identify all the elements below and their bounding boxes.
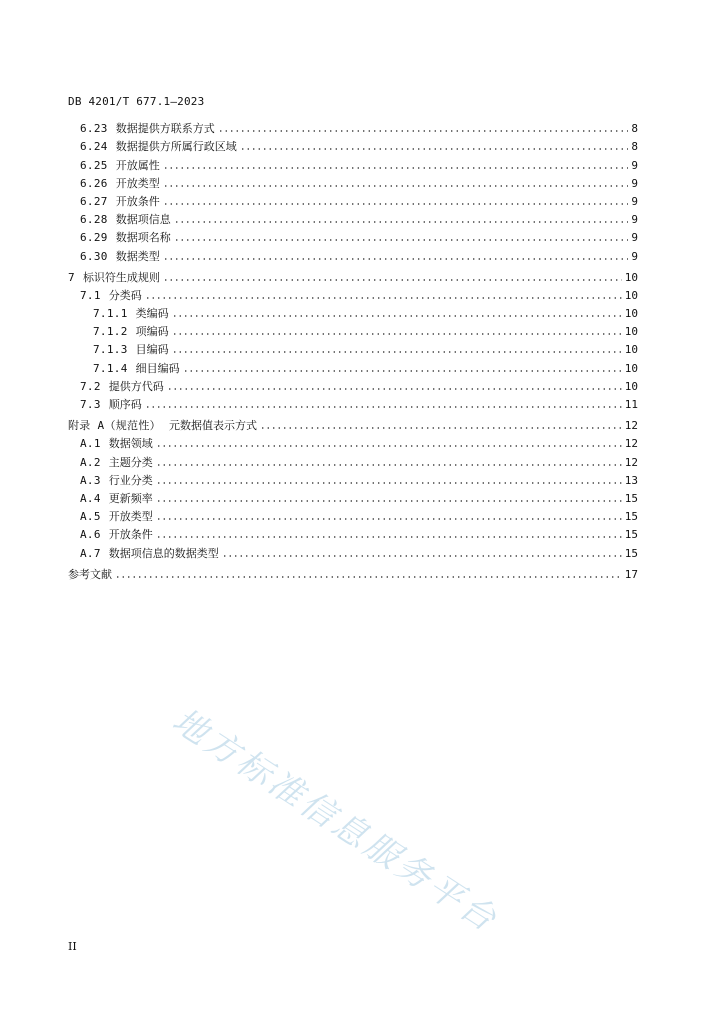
- toc-leader-dots: [222, 554, 622, 558]
- toc-entry[interactable]: [68, 433, 638, 451]
- toc-entry-title: 开放类型: [115, 176, 160, 190]
- toc-entry-page: 12: [624, 455, 638, 469]
- toc-entry-page: 9: [631, 194, 638, 208]
- toc-entry-title: 项编码: [135, 325, 169, 339]
- toc-entry-number: 7.1: [80, 288, 101, 302]
- table-of-contents: [68, 118, 638, 582]
- toc-leader-dots: [156, 463, 622, 467]
- toc-entry-page: 12: [624, 419, 638, 433]
- toc-leader-dots: [183, 369, 622, 373]
- toc-leader-dots: [163, 202, 629, 206]
- toc-entry-title: 数据项信息: [115, 213, 171, 227]
- toc-entry-number: A.3: [80, 473, 101, 487]
- toc-entry[interactable]: [68, 506, 638, 524]
- toc-entry-title: 细目编码: [135, 361, 180, 375]
- toc-entry-title: 顺序码: [108, 398, 142, 411]
- toc-entry-number: 6.29: [80, 231, 108, 245]
- toc-entry-number: 6.25: [80, 158, 108, 172]
- toc-entry[interactable]: [68, 227, 638, 245]
- toc-entry-number: A.4: [80, 491, 101, 505]
- toc-entry[interactable]: [68, 173, 638, 191]
- toc-entry[interactable]: [68, 488, 638, 506]
- toc-leader-dots: [260, 426, 622, 430]
- toc-leader-dots: [145, 296, 622, 300]
- toc-entry-page: 9: [631, 249, 638, 263]
- toc-entry-page: 10: [624, 288, 638, 302]
- toc-entry[interactable]: [68, 285, 638, 303]
- toc-entry-page: 10: [624, 343, 638, 357]
- toc-entry[interactable]: [68, 470, 638, 488]
- toc-entry-title: 数据类型: [115, 249, 160, 263]
- toc-entry-title: 数据提供方联系方式: [115, 122, 215, 136]
- toc-leader-dots: [174, 238, 629, 242]
- toc-entry[interactable]: [68, 267, 638, 285]
- toc-leader-dots: [174, 220, 629, 224]
- toc-entry[interactable]: [68, 303, 638, 321]
- document-code: DB 4201/T 677.1—2023: [68, 95, 205, 108]
- toc-entry-number: 7.1.4: [93, 361, 128, 375]
- toc-entry-number: 7.2: [80, 379, 101, 393]
- toc-entry[interactable]: [68, 451, 638, 469]
- toc-leader-dots: [156, 444, 622, 448]
- toc-entry-page: 12: [624, 437, 638, 451]
- toc-entry-number: 6.24: [80, 140, 108, 154]
- toc-entry[interactable]: [68, 339, 638, 357]
- toc-entry-page: 9: [631, 158, 638, 172]
- toc-leader-dots: [218, 129, 629, 133]
- toc-leader-dots: [172, 332, 622, 336]
- toc-entry-number: 6.23: [80, 122, 108, 136]
- toc-entry-page: 15: [624, 510, 638, 524]
- toc-entry-title: 标识符生成规则: [82, 270, 160, 284]
- toc-entry[interactable]: [68, 376, 638, 394]
- toc-leader-dots: [156, 481, 622, 485]
- toc-entry-page: 15: [624, 491, 638, 505]
- toc-entry[interactable]: [68, 357, 638, 375]
- toc-entry-page: 13: [624, 473, 638, 487]
- toc-entry-number: 6.30: [80, 249, 108, 263]
- toc-entry-number: 6.27: [80, 194, 108, 208]
- toc-entry-number: 7: [68, 270, 75, 284]
- watermark: 地方标准信息服务平台: [165, 700, 506, 942]
- toc-leader-dots: [172, 314, 622, 318]
- toc-entry-number: 7.3: [80, 398, 101, 411]
- toc-entry-title: 数据项信息的数据类型: [108, 546, 219, 560]
- toc-leader-dots: [156, 499, 622, 503]
- toc-entry-page: 10: [624, 325, 638, 339]
- toc-entry-page: 9: [631, 231, 638, 245]
- page-number: II: [68, 940, 77, 953]
- toc-entry-number: A.7: [80, 546, 101, 560]
- toc-entry[interactable]: [68, 564, 638, 582]
- toc-entry[interactable]: [68, 524, 638, 542]
- toc-entry-page: 10: [624, 361, 638, 375]
- toc-entry-title: 数据项名称: [115, 231, 171, 245]
- toc-leader-dots: [115, 575, 622, 579]
- toc-entry-number: 7.1.3: [93, 343, 128, 357]
- toc-entry[interactable]: [68, 154, 638, 172]
- toc-entry-page: 10: [624, 270, 638, 284]
- toc-entry-title: 主题分类: [108, 455, 153, 469]
- toc-entry[interactable]: [68, 542, 638, 560]
- toc-entry-title: 参考文献: [68, 567, 112, 581]
- toc-entry-page: 8: [631, 140, 638, 154]
- toc-entry-page: 17: [624, 567, 638, 581]
- toc-entry-title: 类编码: [135, 307, 169, 321]
- toc-entry-title: 开放条件: [108, 528, 153, 542]
- toc-leader-dots: [172, 350, 622, 354]
- toc-leader-dots: [240, 147, 629, 151]
- toc-entry-title: 更新频率: [108, 491, 153, 505]
- toc-entry-page: 10: [624, 307, 638, 321]
- toc-entry-number: 6.26: [80, 176, 108, 190]
- toc-entry[interactable]: [68, 118, 638, 136]
- toc-entry-title: 提供方代码: [108, 379, 164, 393]
- toc-leader-dots: [163, 184, 629, 188]
- toc-entry-title: 数据领域: [108, 437, 153, 451]
- toc-entry[interactable]: [68, 415, 638, 433]
- toc-entry-title: 目编码: [135, 343, 169, 357]
- toc-entry-page: 8: [631, 122, 638, 136]
- toc-entry-page: 15: [624, 546, 638, 560]
- toc-leader-dots: [163, 257, 629, 261]
- toc-entry-number: 7.1.2: [93, 325, 128, 339]
- toc-leader-dots: [156, 535, 622, 539]
- toc-entry-number: A.2: [80, 455, 101, 469]
- toc-leader-dots: [167, 387, 622, 391]
- toc-entry-title: 分类码: [108, 288, 142, 302]
- toc-leader-dots: [163, 166, 629, 170]
- toc-leader-dots: [145, 405, 622, 409]
- toc-entry-page: 10: [624, 379, 638, 393]
- toc-entry[interactable]: [68, 209, 638, 227]
- toc-entry-title: 开放属性: [115, 158, 160, 172]
- toc-entry-number: 7.1.1: [93, 307, 128, 321]
- toc-entry-number: A.6: [80, 528, 101, 542]
- toc-entry-title: 开放类型: [108, 510, 153, 524]
- toc-entry-title: 行业分类: [108, 473, 153, 487]
- toc-entry-title: 元数据值表示方式: [168, 419, 257, 433]
- toc-entry-page: 9: [631, 176, 638, 190]
- toc-entry[interactable]: [68, 191, 638, 209]
- toc-entry[interactable]: [68, 394, 638, 412]
- toc-entry[interactable]: [68, 321, 638, 339]
- toc-leader-dots: [156, 517, 622, 521]
- toc-leader-dots: [163, 278, 622, 282]
- toc-entry-number: A.5: [80, 510, 101, 524]
- toc-entry[interactable]: [68, 245, 638, 263]
- toc-entry-number: A.1: [80, 437, 101, 451]
- toc-entry-number: 6.28: [80, 213, 108, 227]
- toc-entry-title: 开放条件: [115, 194, 160, 208]
- toc-entry[interactable]: [68, 136, 638, 154]
- toc-entry-title: 数据提供方所属行政区域: [115, 140, 237, 154]
- toc-entry-page: 11: [624, 398, 638, 411]
- toc-entry-page: 9: [631, 213, 638, 227]
- toc-entry-number: 附录 A（规范性）: [68, 419, 161, 433]
- toc-entry-page: 15: [624, 528, 638, 542]
